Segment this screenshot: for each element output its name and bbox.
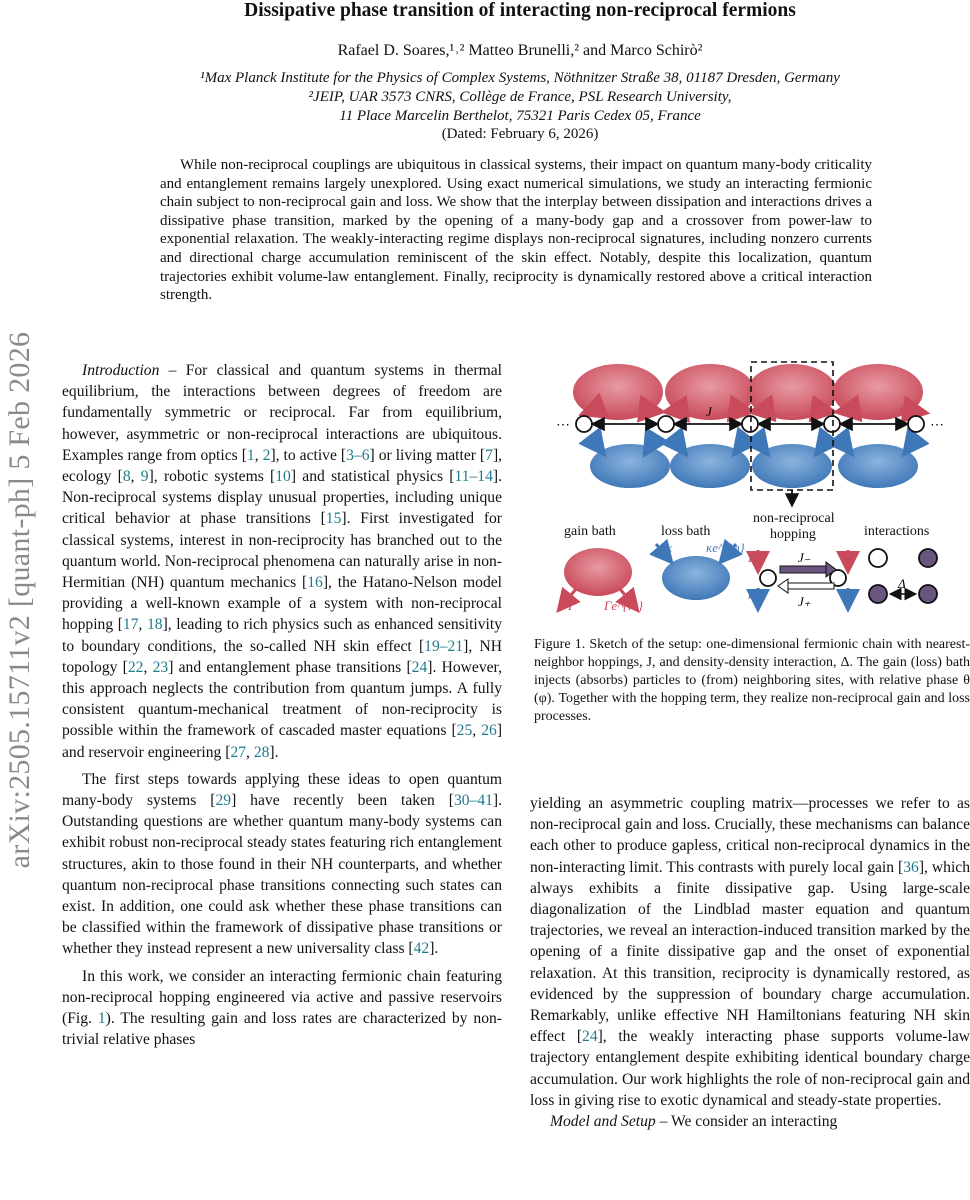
intro-heading: Introduction (82, 362, 160, 379)
hop-arrow-minus (780, 566, 826, 573)
delta-label: Δ (898, 576, 906, 591)
model-heading: Model and Setup (550, 1113, 656, 1131)
affiliations (70, 69, 970, 126)
abstract: While non-reciprocal couplings are ubiquitous in classical systems, their impact on quantum many-body criticality and entanglement remains largely unexplored. Using exact numerical simulations, we study an interacting fermionic chain subject to non-reciprocal gain and loss. We show that the interplay between dissipation and interactions drives a dissipative phase transition, marked by the opening of a many-body gap and a crossover from power-law to exponential relaxation. The weakly-interacting regime displays non-reciprocal signatures, including nonzero currents and directional charge accumulation reminiscent of the skin effect. Notably, despite this localization, quantum trajectories exhibit volume-law entanglement. Finally, reciprocity is dynamically restored above a critical interaction strength. (160, 157, 872, 304)
citation-link[interactable]: 24 (582, 1028, 598, 1046)
hop-gamma-label: Γ (748, 550, 756, 565)
chain-site (576, 416, 592, 432)
citation-link[interactable]: 3–6 (346, 446, 370, 464)
j-plus-label: J₊ (798, 594, 811, 609)
gamma-label: Γ (568, 598, 576, 613)
paper-title: Dissipative phase transition of interacting non-reciprocal fermions (244, 0, 796, 21)
loss-bath-blob (590, 444, 670, 488)
chain-ellipsis-right: ⋯ (930, 418, 944, 433)
chain-ellipsis-left: ⋯ (556, 418, 570, 433)
citation-link[interactable]: 28 (253, 743, 270, 761)
interaction-site-filled (869, 585, 887, 603)
citation-link[interactable]: 42 (413, 940, 430, 958)
citation-link[interactable]: 36 (903, 858, 919, 876)
citation-link[interactable]: 30–41 (453, 792, 493, 810)
citation-link[interactable]: 11–14 (454, 468, 493, 486)
citation-link[interactable]: 2 (262, 446, 271, 464)
figure-reference-link[interactable]: 1 (97, 1010, 106, 1028)
chain-site (908, 416, 924, 432)
setup-diagram (548, 354, 970, 614)
loss-bath-label: loss bath (661, 524, 711, 539)
kappa-phase-label: κe^{iφ} (706, 540, 745, 555)
hopping-caption-label: hopping (770, 527, 816, 542)
hopping-label: J (706, 404, 712, 419)
citation-link[interactable]: 25 (456, 722, 473, 740)
interaction-site-empty (869, 549, 887, 567)
loss-bath-blob (838, 444, 918, 488)
affiliation-2b: 11 Place Marcelin Berthelot, 75321 Paris Cedex 05, France (339, 108, 701, 124)
citation-link[interactable]: 24 (411, 658, 428, 676)
citation-link[interactable]: 22 (127, 658, 144, 676)
affiliation-2a: ²JEIP, UAR 3573 CNRS, Collège de France, PSL Research University, (308, 89, 732, 105)
interactions-label: interactions (864, 524, 930, 539)
citation-link[interactable]: 8 (122, 468, 131, 486)
citation-link[interactable]: 7 (485, 446, 493, 464)
arxiv-sidebar (0, 290, 40, 910)
author-list: Rafael D. Soares,¹˒² Matteo Brunelli,² and Marco Schirò² (337, 42, 703, 59)
affiliation-1: ¹Max Planck Institute for the Physics of Complex Systems, Nöthnitzer Straße 38, 01187 Dresden, Germany (200, 70, 840, 86)
chain-site (824, 416, 840, 432)
hop-arrow-plus (788, 583, 834, 589)
citation-link[interactable]: 26 (481, 722, 497, 740)
loss-bath-blob (670, 444, 750, 488)
interaction-site-filled (919, 549, 937, 567)
citation-link[interactable]: 17 (122, 616, 139, 634)
citation-link[interactable]: 9 (140, 468, 149, 486)
loss-bath-blob (752, 444, 832, 488)
citation-link[interactable]: 23 (152, 658, 169, 676)
citation-link[interactable]: 19–21 (424, 637, 464, 655)
gain-bath-icon (564, 548, 632, 596)
citation-link[interactable]: 10 (275, 468, 291, 486)
hop-kappa-label: κ (748, 587, 755, 602)
right-column (530, 793, 970, 1132)
right-paragraph-1: yielding an asymmetric coupling matrix—processes we refer to as non-reciprocal gain and loss. Crucially, these mechanisms can balance each other to produce gapless, critical non-reciprocal dynamics in the non-interacting limit. This contrasts with purely local gain [36], which always exhibits a finite dissipative gap. Using large-scale diagonalization of the Lindblad master equation and quantum trajectories, we reveal an interaction-induced transition marked by the opening of a finite dissipative gap and the onset of exponential relaxation. At this transition, reciprocity is dynamically restored, as evidenced by the suppression of boundary charge accumulation. Remarkably, unlike effective NH Hamiltonians featuring NH skin effect [24], the weakly interacting phase supports volume-law trajectory entanglement despite exhibiting identical boundary charge accumulation. Our work highlights the role of non-reciprocal gain and loss in giving rise to exotic dynamical and steady-state properties. (530, 795, 970, 1109)
loss-bath-icon (662, 556, 730, 600)
hop-site-left (760, 570, 776, 586)
chain-site (742, 416, 758, 432)
citation-link[interactable]: 1 (246, 446, 255, 464)
citation-link[interactable]: 16 (307, 574, 323, 592)
gamma-phase-label: Γe^{iθ} (604, 598, 644, 613)
intro-paragraph-1: Introduction – For classical and quantum systems in thermal equilibrium, the interactions between degrees of freedom are fundamentally symmetric or reciprocal. Far from equilibrium, however, asymmetric or non-reciprocal interactions are ubiquitous. Examples range from optics [1, 2], to active [3–6] or living matter [7], ecology [8, 9], robotic systems [10] and statistical physics [11–14]. Non-reciprocal systems display unusual properties, including unique critical behavior at phase transitions [15]. First investigated for classical systems, interest in non-reciprocity has branched out to the quantum world. Non-reciprocal phenomena can naturally arise in non-Hermitian (NH) quantum mechanics [16], the Hatano-Nelson model providing a well-known example of a system with non-reciprocal hopping [17, 18], leading to rich physics such as enhanced sensitivity to boundary conditions, the so-called NH skin effect [19–21], NH topology [22, 23] and entanglement phase transitions [24]. However, this approach neglects the contribution from quantum jumps. A fully consistent quantum-mechanical treatment of non-reciprocity is possible within the framework of cascaded master equations [25, 26] and reservoir engineering [27, 28]. (62, 362, 503, 761)
citation-link[interactable]: 29 (215, 792, 232, 810)
arxiv-identifier: arXiv:2505.15711v2 [quant-ph] 5 Feb 2026 (3, 331, 36, 869)
citation-link[interactable]: 18 (147, 616, 163, 634)
intro-paragraph-2: The first steps towards applying these ideas to open quantum many-body systems [29] have recently been taken [30–41]. Outstanding questions are whether quantum many-body systems can exhibit robust non-reciprocal steady states featuring rich entanglement structures, akin to those found in their NH counterparts, and whether quantum non-reciprocal phase transitions connecting such states can exist. In addition, one could ask whether these phase transitions can be classified within the framework of dissipative phase transitions or whether they instead represent a new universality class [42]. (62, 770, 503, 958)
citation-link[interactable]: 15 (325, 510, 342, 528)
kappa-label: κ (666, 540, 673, 555)
left-column (62, 360, 502, 1057)
j-minus-label: J₋ (798, 550, 811, 565)
intro-paragraph-3: In this work, we consider an interacting fermionic chain featuring non-reciprocal hopping engineered via active and passive reservoirs (Fig. 1). The resulting gain and loss rates are characterized by non-trivial relative phases (62, 967, 503, 1049)
gain-bath-label: gain bath (564, 524, 616, 539)
figure-caption: Figure 1. Sketch of the setup: one-dimensional fermionic chain with nearest-neighbor hoppings, J, and density-density interaction, Δ. The gain (loss) bath injects (absorbs) particles to (from) neighboring sites, with relative phase θ (φ). Together with the hopping term, they realize non-reciprocal gain and loss processes. (534, 637, 970, 724)
right-paragraph-2: Model and Setup – We consider an interacting (550, 1113, 838, 1131)
non-reciprocal-label: non-reciprocal (753, 511, 835, 526)
citation-link[interactable]: 27 (230, 743, 247, 761)
date-line: (Dated: February 6, 2026) (441, 126, 599, 142)
chain-site (658, 416, 674, 432)
interaction-site-filled (919, 585, 937, 603)
figure-1 (548, 354, 970, 614)
